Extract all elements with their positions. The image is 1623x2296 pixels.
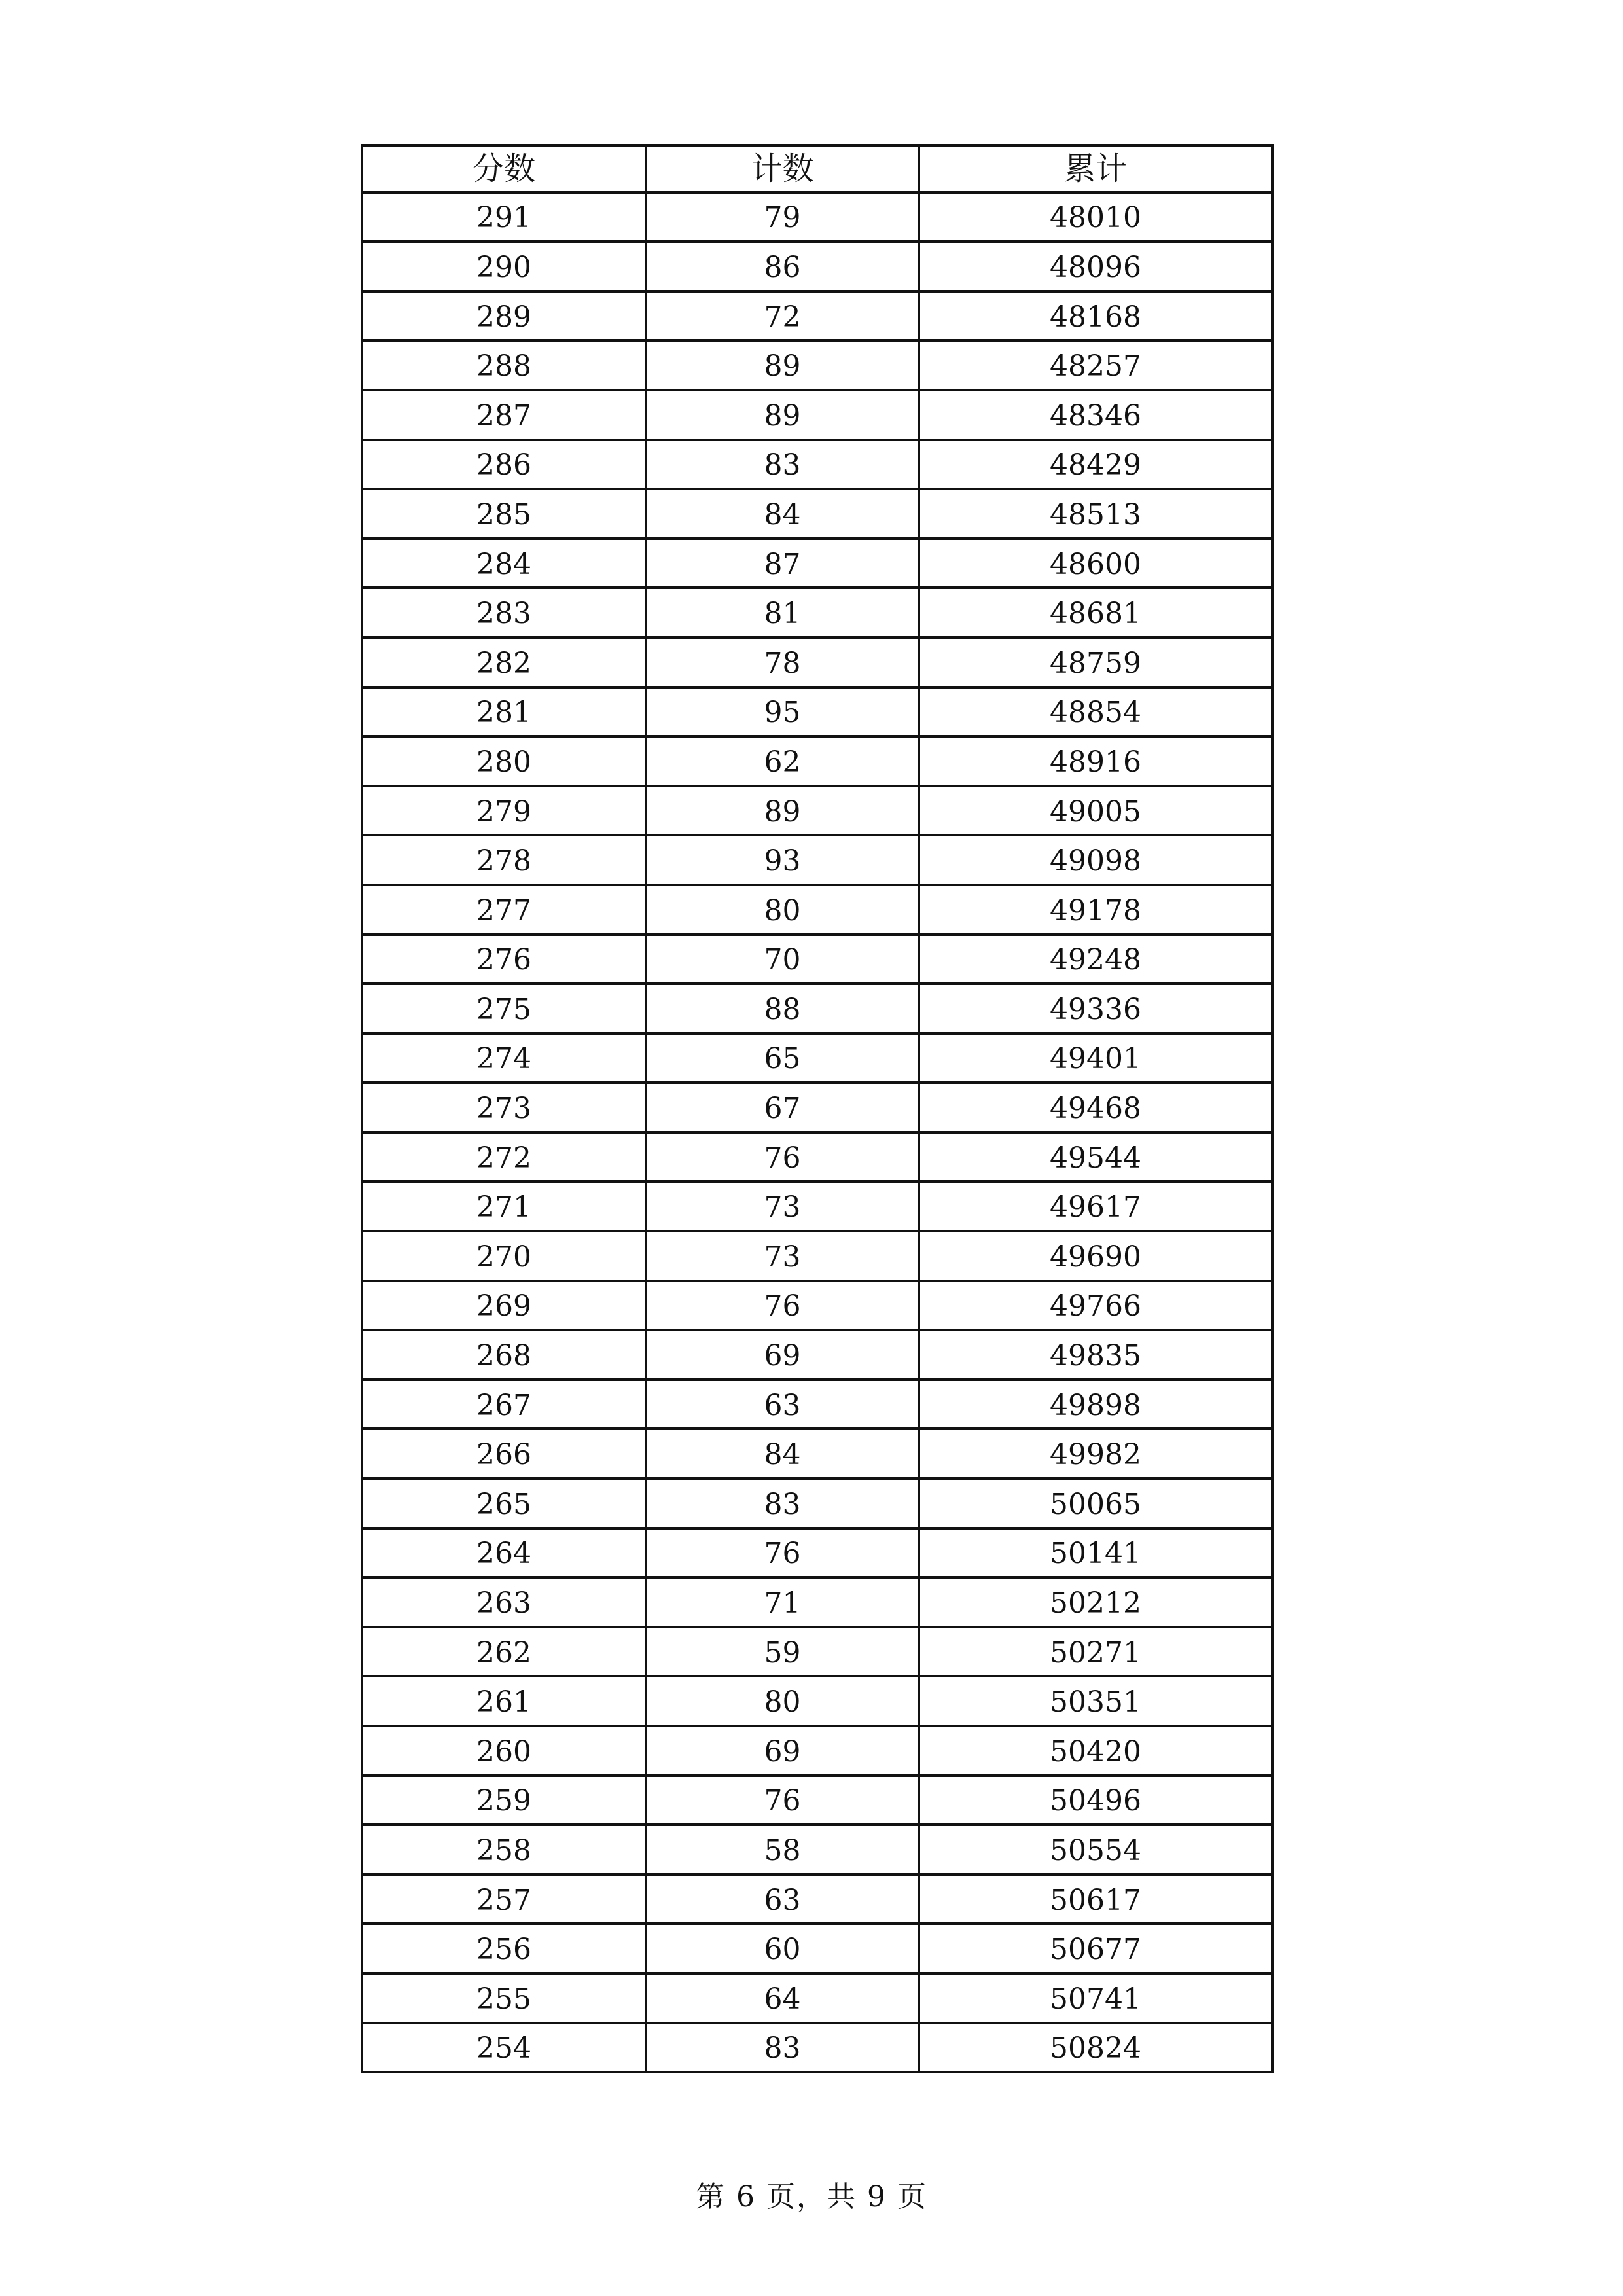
cell-count: 87 bbox=[646, 539, 919, 588]
table-row bbox=[362, 192, 1272, 242]
cell-cumulative: 48513 bbox=[919, 489, 1272, 539]
cell-count: 67 bbox=[646, 1083, 919, 1132]
cell-cumulative: 50065 bbox=[919, 1479, 1272, 1528]
table-row bbox=[362, 1083, 1272, 1132]
table-row bbox=[362, 687, 1272, 737]
cell-score: 277 bbox=[362, 885, 646, 935]
header-score: 分数 bbox=[362, 145, 646, 192]
cell-cumulative: 49336 bbox=[919, 984, 1272, 1033]
table-row bbox=[362, 1429, 1272, 1479]
cell-count: 76 bbox=[646, 1528, 919, 1578]
cell-count: 58 bbox=[646, 1825, 919, 1874]
cell-score: 254 bbox=[362, 2023, 646, 2073]
cell-cumulative: 50212 bbox=[919, 1577, 1272, 1627]
cell-count: 60 bbox=[646, 1924, 919, 1973]
cell-score: 271 bbox=[362, 1181, 646, 1231]
table-row bbox=[362, 1726, 1272, 1776]
table-row bbox=[362, 1330, 1272, 1380]
table-row bbox=[362, 984, 1272, 1033]
table-row bbox=[362, 1776, 1272, 1825]
cell-cumulative: 49835 bbox=[919, 1330, 1272, 1380]
table-row bbox=[362, 1281, 1272, 1331]
cell-count: 71 bbox=[646, 1577, 919, 1627]
table-row bbox=[362, 786, 1272, 836]
table-body bbox=[362, 192, 1272, 2073]
cell-cumulative: 49401 bbox=[919, 1033, 1272, 1083]
cell-score: 286 bbox=[362, 440, 646, 490]
table-row bbox=[362, 637, 1272, 687]
cell-score: 282 bbox=[362, 637, 646, 687]
cell-count: 79 bbox=[646, 192, 919, 242]
cell-cumulative: 48096 bbox=[919, 242, 1272, 291]
cell-score: 274 bbox=[362, 1033, 646, 1083]
cell-cumulative: 49005 bbox=[919, 786, 1272, 836]
header-cumulative: 累计 bbox=[919, 145, 1272, 192]
header-row bbox=[362, 145, 1272, 192]
table-row bbox=[362, 885, 1272, 935]
cell-score: 279 bbox=[362, 786, 646, 836]
cell-cumulative: 48346 bbox=[919, 390, 1272, 440]
cell-cumulative: 50141 bbox=[919, 1528, 1272, 1578]
cell-count: 76 bbox=[646, 1776, 919, 1825]
cell-count: 89 bbox=[646, 786, 919, 836]
page-number-footer: 第 6 页，共 9 页 bbox=[696, 2180, 927, 2214]
cell-score: 291 bbox=[362, 192, 646, 242]
cell-cumulative: 49248 bbox=[919, 935, 1272, 984]
table-row bbox=[362, 1231, 1272, 1281]
cell-cumulative: 50351 bbox=[919, 1676, 1272, 1726]
header-count: 计数 bbox=[646, 145, 919, 192]
cell-cumulative: 50496 bbox=[919, 1776, 1272, 1825]
table-row bbox=[362, 390, 1272, 440]
cell-count: 84 bbox=[646, 489, 919, 539]
cell-count: 72 bbox=[646, 291, 919, 341]
cell-cumulative: 50420 bbox=[919, 1726, 1272, 1776]
cell-score: 264 bbox=[362, 1528, 646, 1578]
cell-score: 260 bbox=[362, 1726, 646, 1776]
cell-count: 76 bbox=[646, 1132, 919, 1182]
cell-count: 81 bbox=[646, 588, 919, 637]
table-row bbox=[362, 1676, 1272, 1726]
cell-count: 89 bbox=[646, 340, 919, 390]
table-row bbox=[362, 736, 1272, 786]
cell-score: 272 bbox=[362, 1132, 646, 1182]
cell-cumulative: 48854 bbox=[919, 687, 1272, 737]
table-row bbox=[362, 1380, 1272, 1429]
table-row bbox=[362, 1973, 1272, 2023]
table-row bbox=[362, 835, 1272, 885]
table-row bbox=[362, 340, 1272, 390]
table-row bbox=[362, 539, 1272, 588]
cell-score: 283 bbox=[362, 588, 646, 637]
cell-score: 258 bbox=[362, 1825, 646, 1874]
cell-count: 69 bbox=[646, 1726, 919, 1776]
cell-score: 280 bbox=[362, 736, 646, 786]
cell-score: 287 bbox=[362, 390, 646, 440]
table-row bbox=[362, 1132, 1272, 1182]
cell-cumulative: 48916 bbox=[919, 736, 1272, 786]
cell-count: 86 bbox=[646, 242, 919, 291]
table-row bbox=[362, 1181, 1272, 1231]
cell-cumulative: 48681 bbox=[919, 588, 1272, 637]
cell-count: 65 bbox=[646, 1033, 919, 1083]
cell-score: 266 bbox=[362, 1429, 646, 1479]
cell-count: 89 bbox=[646, 390, 919, 440]
cell-cumulative: 49766 bbox=[919, 1281, 1272, 1331]
cell-cumulative: 48010 bbox=[919, 192, 1272, 242]
cell-count: 83 bbox=[646, 2023, 919, 2073]
cell-count: 73 bbox=[646, 1181, 919, 1231]
cell-score: 268 bbox=[362, 1330, 646, 1380]
cell-cumulative: 49544 bbox=[919, 1132, 1272, 1182]
cell-cumulative: 49178 bbox=[919, 885, 1272, 935]
cell-score: 270 bbox=[362, 1231, 646, 1281]
cell-cumulative: 48600 bbox=[919, 539, 1272, 588]
cell-cumulative: 50271 bbox=[919, 1627, 1272, 1677]
cell-score: 261 bbox=[362, 1676, 646, 1726]
table-row bbox=[362, 1627, 1272, 1677]
cell-cumulative: 50677 bbox=[919, 1924, 1272, 1973]
cell-count: 73 bbox=[646, 1231, 919, 1281]
cell-score: 288 bbox=[362, 340, 646, 390]
cell-count: 80 bbox=[646, 885, 919, 935]
table-row bbox=[362, 1528, 1272, 1578]
cell-score: 265 bbox=[362, 1479, 646, 1528]
cell-score: 256 bbox=[362, 1924, 646, 1973]
cell-cumulative: 48759 bbox=[919, 637, 1272, 687]
cell-score: 281 bbox=[362, 687, 646, 737]
cell-score: 269 bbox=[362, 1281, 646, 1331]
cell-count: 69 bbox=[646, 1330, 919, 1380]
table-row bbox=[362, 1924, 1272, 1973]
cell-score: 275 bbox=[362, 984, 646, 1033]
cell-score: 290 bbox=[362, 242, 646, 291]
cell-count: 76 bbox=[646, 1281, 919, 1331]
cell-count: 59 bbox=[646, 1627, 919, 1677]
cell-score: 284 bbox=[362, 539, 646, 588]
cell-score: 278 bbox=[362, 835, 646, 885]
cell-count: 83 bbox=[646, 440, 919, 490]
cell-score: 262 bbox=[362, 1627, 646, 1677]
cell-count: 95 bbox=[646, 687, 919, 737]
table-row bbox=[362, 2023, 1272, 2073]
cell-cumulative: 49468 bbox=[919, 1083, 1272, 1132]
cell-count: 88 bbox=[646, 984, 919, 1033]
cell-count: 80 bbox=[646, 1676, 919, 1726]
table-row bbox=[362, 935, 1272, 984]
table-row bbox=[362, 440, 1272, 490]
table-row bbox=[362, 1033, 1272, 1083]
cell-score: 285 bbox=[362, 489, 646, 539]
cell-count: 83 bbox=[646, 1479, 919, 1528]
score-distribution-table bbox=[361, 144, 1274, 2073]
cell-cumulative: 50554 bbox=[919, 1825, 1272, 1874]
table-row bbox=[362, 588, 1272, 637]
cell-score: 289 bbox=[362, 291, 646, 341]
cell-cumulative: 50824 bbox=[919, 2023, 1272, 2073]
cell-count: 64 bbox=[646, 1973, 919, 2023]
cell-count: 78 bbox=[646, 637, 919, 687]
cell-score: 273 bbox=[362, 1083, 646, 1132]
cell-score: 267 bbox=[362, 1380, 646, 1429]
cell-count: 63 bbox=[646, 1380, 919, 1429]
cell-score: 257 bbox=[362, 1874, 646, 1924]
cell-cumulative: 50741 bbox=[919, 1973, 1272, 2023]
table-row bbox=[362, 489, 1272, 539]
cell-count: 62 bbox=[646, 736, 919, 786]
table-row bbox=[362, 1479, 1272, 1528]
cell-score: 259 bbox=[362, 1776, 646, 1825]
table-row bbox=[362, 1825, 1272, 1874]
cell-count: 93 bbox=[646, 835, 919, 885]
cell-cumulative: 48257 bbox=[919, 340, 1272, 390]
cell-cumulative: 49898 bbox=[919, 1380, 1272, 1429]
cell-score: 255 bbox=[362, 1973, 646, 2023]
cell-score: 276 bbox=[362, 935, 646, 984]
cell-cumulative: 49982 bbox=[919, 1429, 1272, 1479]
cell-score: 263 bbox=[362, 1577, 646, 1627]
cell-cumulative: 49617 bbox=[919, 1181, 1272, 1231]
table-row bbox=[362, 1577, 1272, 1627]
cell-cumulative: 50617 bbox=[919, 1874, 1272, 1924]
cell-cumulative: 48429 bbox=[919, 440, 1272, 490]
cell-cumulative: 48168 bbox=[919, 291, 1272, 341]
cell-count: 63 bbox=[646, 1874, 919, 1924]
table-row bbox=[362, 242, 1272, 291]
cell-count: 70 bbox=[646, 935, 919, 984]
table-header bbox=[362, 145, 1272, 192]
table-row bbox=[362, 1874, 1272, 1924]
cell-cumulative: 49098 bbox=[919, 835, 1272, 885]
cell-cumulative: 49690 bbox=[919, 1231, 1272, 1281]
cell-count: 84 bbox=[646, 1429, 919, 1479]
table-row bbox=[362, 291, 1272, 341]
